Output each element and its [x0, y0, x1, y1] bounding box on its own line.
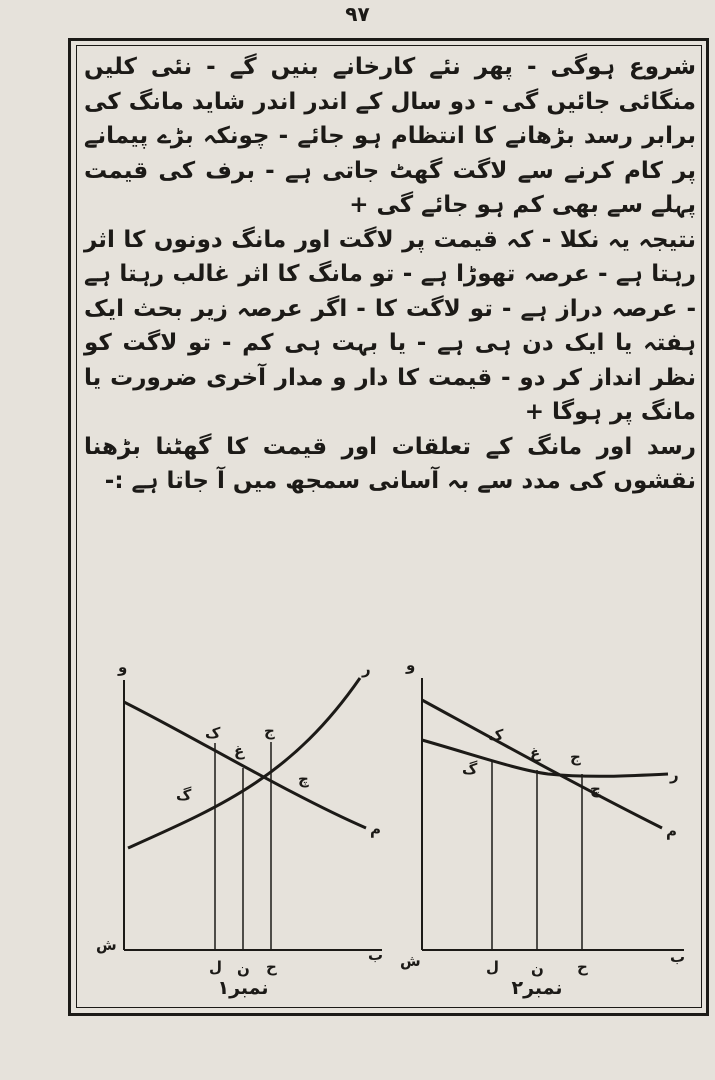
- figure-2: [398, 656, 698, 1000]
- fig1-label-origin: ش: [96, 936, 117, 954]
- fig1-supply-curve: [128, 678, 360, 848]
- fig2-label-x-end: ب: [670, 948, 686, 966]
- fig2-label-y-top: و: [406, 656, 416, 674]
- paragraph-3: رسد اور مانگ کے تعلقات اور قیمت کا گھٹنا بڑھنا نقشوں کی مدد سے بہ آسانی سمجھ میں آ جاتا ہے :-: [84, 433, 696, 494]
- fig1-caption: نمبر۱: [217, 977, 269, 999]
- fig1-label-point-center: غ: [234, 742, 245, 760]
- fig1-label-x-end: ب: [368, 946, 384, 964]
- fig2-label-supply-end: ر: [670, 766, 679, 784]
- fig1-label-point-right-upper: ج: [264, 722, 275, 740]
- fig1-label-y-top: و: [118, 658, 128, 676]
- fig2-tick-left: ل: [486, 958, 500, 976]
- fig1-tick-center: ن: [237, 960, 250, 978]
- fig1-tick-left: ل: [209, 958, 223, 976]
- fig2-demand-curve: [422, 700, 662, 828]
- fig1-label-point-right-lower: چ: [298, 770, 309, 788]
- fig1-demand-curve: [124, 702, 366, 828]
- fig1-label-supply-end: ر: [362, 660, 371, 678]
- fig2-tick-right: ح: [577, 958, 588, 976]
- fig2-supply-curve: [422, 740, 668, 776]
- fig2-label-point-center: غ: [530, 744, 541, 762]
- fig2-label-point-right-upper: ج: [570, 748, 581, 766]
- paragraph-1: شروع ہوگی - پھر نئے کارخانے بنیں گے - نئی کلیں منگائی جائیں گی - دو سال کے اندر اندر شاید مانگ کی برابر رسد بڑھانے کا انتظام ہو جائے - چونکہ بڑے پیمانے پر کام کرنے سے لاگت گھٹ جاتی ہے - برف کی قیمت پہلے سے بھی کم ہو جائے گی +: [84, 54, 696, 218]
- figure-1: [92, 656, 392, 1000]
- fig2-caption: نمبر۲: [511, 977, 563, 999]
- figure-2-diagram: [398, 656, 698, 1000]
- fig2-label-point-left-upper: ک: [488, 726, 504, 744]
- fig2-tick-center: ن: [531, 960, 544, 978]
- figure-1-diagram: [92, 656, 392, 1000]
- fig1-label-point-left-upper: ک: [205, 724, 221, 742]
- fig2-label-origin: ش: [400, 952, 421, 970]
- fig1-tick-right: ح: [266, 958, 277, 976]
- paragraph-2: نتیجہ یہ نکلا - کہ قیمت پر لاگت اور مانگ دونوں کا اثر رہتا ہے - عرصہ تھوڑا ہے - تو مانگ کا اثر غالب رہتا ہے - عرصہ دراز ہے - تو لاگت کا - اگر عرصہ زیر بحث ایک ہفتہ یا ایک دن ہی ہے - یا بہت ہی کم - تو لاگت کو نظر انداز کر دو - قیمت کا دار و مدار آخری ضرورت یا مانگ پر ہوگا +: [84, 226, 696, 425]
- fig2-label-demand-end: م: [666, 822, 677, 840]
- fig1-label-point-left-lower: گ: [176, 786, 192, 804]
- fig2-label-point-right-lower: چ: [590, 780, 601, 798]
- fig2-label-point-left-lower: گ: [462, 760, 478, 778]
- page-number: ٩٧: [345, 2, 370, 26]
- text-body: [84, 50, 696, 499]
- fig1-label-demand-end: م: [370, 820, 381, 838]
